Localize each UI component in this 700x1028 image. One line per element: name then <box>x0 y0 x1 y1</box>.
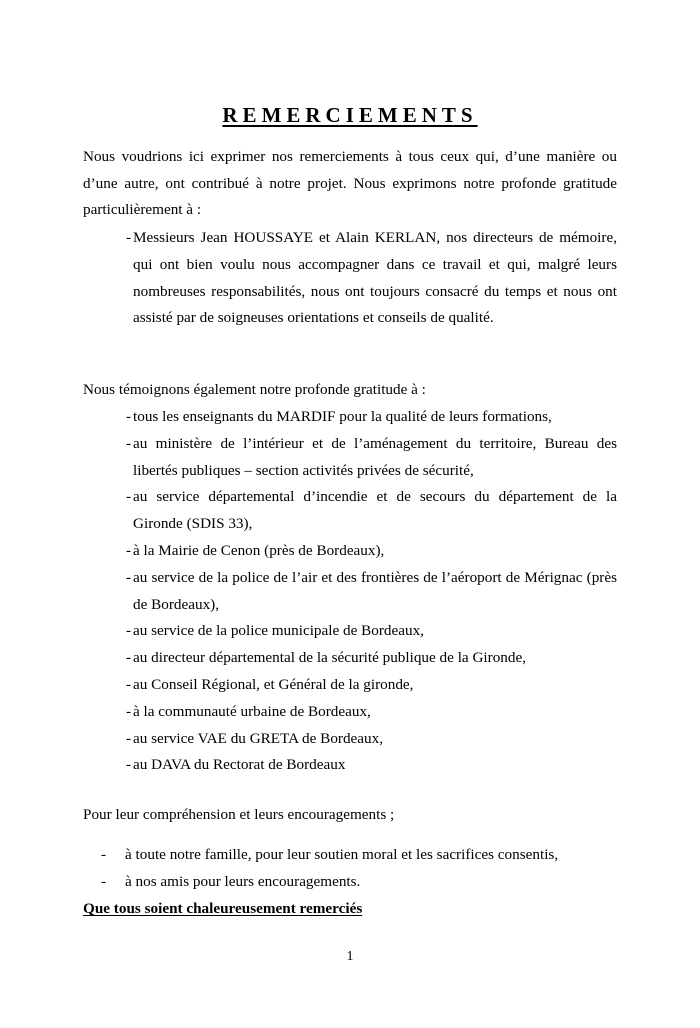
dash-marker: - <box>126 229 132 246</box>
list-item-text: au service départemental d’incendie et de secours du département de la Gironde (SDIS 33), <box>133 488 617 533</box>
bullet-text: à nos amis pour leurs encouragements. <box>125 872 361 890</box>
dash-marker: - <box>126 541 132 559</box>
closing-paragraph: Pour leur compréhension et leurs encouragements ; <box>83 806 395 823</box>
intro-paragraph: Nous voudrions ici exprimer nos remerciements à tous ceux qui, d’une manière ou d’une autre, ont contribué à notre projet. Nous exprimons notre profonde gratitude particulièrement à : <box>83 148 617 218</box>
dash-marker: - <box>126 434 132 452</box>
list-item <box>126 726 617 753</box>
dash-marker: - <box>126 408 132 425</box>
list-item-text: à la Mairie de Cenon (près de Bordeaux), <box>133 541 385 559</box>
list-item-text: au service de la police municipale de Bordeaux, <box>133 622 424 640</box>
list-item <box>126 404 617 431</box>
list-item-text: tous les enseignants du MARDIF pour la qualité de leurs formations, <box>133 408 552 425</box>
list-item <box>126 538 617 565</box>
list-item-text: au Conseil Régional, et Général de la gironde, <box>133 675 414 693</box>
list-item <box>126 672 617 699</box>
dash-marker: - <box>126 568 132 586</box>
list-item-text: à la communauté urbaine de Bordeaux, <box>133 702 371 720</box>
list-item-text: au ministère de l’intérieur et de l’aménagement du territoire, Bureau des libertés publiques – section activités privées de sécurité, <box>133 434 617 479</box>
dash-marker: - <box>126 622 132 640</box>
list-item <box>126 431 617 485</box>
list-item <box>126 565 617 619</box>
dash-marker: - <box>126 729 132 747</box>
list-item <box>126 752 617 779</box>
bullet-marker: - <box>101 872 107 890</box>
bullet-item <box>83 842 617 869</box>
bullet-text: à toute notre famille, pour leur soutien moral et les sacrifices consentis, <box>125 846 559 863</box>
list-item-text: au service VAE du GRETA de Bordeaux, <box>133 729 384 747</box>
dash-marker: - <box>126 488 132 506</box>
dash-marker: - <box>126 675 132 693</box>
dash-marker: - <box>126 649 132 667</box>
list-item-text: au DAVA du Rectorat de Bordeaux <box>133 756 346 774</box>
bullet-item <box>83 869 617 896</box>
list-item-text: au directeur départemental de la sécurité publique de la Gironde, <box>133 649 527 667</box>
list-item-text: Messieurs Jean HOUSSAYE et Alain KERLAN, nos directeurs de mémoire, qui ont bien voulu nous accompagner dans ce travail et qui, malgré leurs nombreuses responsabilités, nous ont toujours consacré du temps et nous ont assisté par de soigneuses orientations et conseils de qualité. <box>133 229 617 327</box>
list-item <box>126 645 617 672</box>
list-item <box>126 484 617 538</box>
acknowledgement-list <box>126 404 617 779</box>
dash-marker: - <box>126 702 132 720</box>
page-title: REMERCIEMENTS <box>222 103 478 127</box>
final-thanks: Que tous soient chaleureusement remerciés <box>83 900 363 917</box>
bullet-list <box>83 842 617 895</box>
dash-marker: - <box>126 756 132 774</box>
bullet-marker: - <box>101 846 107 863</box>
list-item <box>126 225 617 332</box>
list-item-text: au service de la police de l’air et des frontières de l’aéroport de Mérignac (près de Bordeaux), <box>133 568 617 613</box>
list-item <box>126 699 617 726</box>
gratitude-paragraph: Nous témoignons également notre profonde gratitude à : <box>83 381 426 398</box>
list-item <box>126 618 617 645</box>
page-number: 1 <box>346 949 354 964</box>
